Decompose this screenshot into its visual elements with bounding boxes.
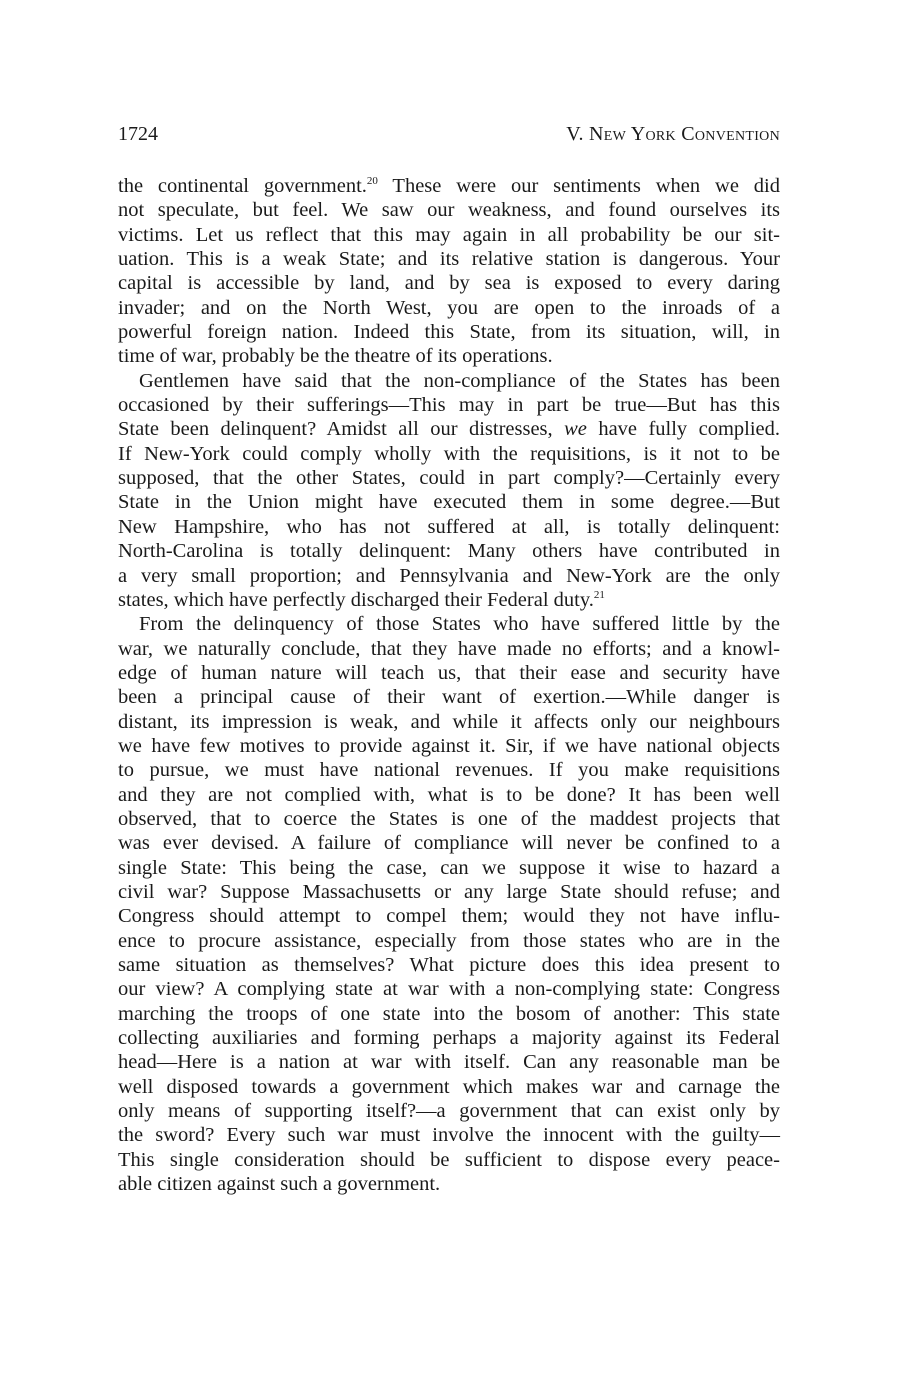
text-line: we have few motives to provide against it. Sir, if we have national objects (118, 734, 780, 757)
text-line: able citizen against such a government. (118, 1173, 441, 1196)
text-line: State been delinquent? Amidst all our distresses, we have fully complied. (118, 418, 781, 441)
text-line: the continental government.$^{20}$ These were our sentiments when we did (118, 175, 780, 197)
body-text (118, 174, 780, 1196)
text-line: From the delinquency of those States who have suffered little by the (139, 613, 780, 636)
page-number: 1724 (118, 123, 158, 145)
text-line: occasioned by their sufferings—This may in part be true—But has this (118, 394, 780, 417)
text-line: states, which have perfectly discharged their Federal duty.$^{21}$ (118, 588, 605, 611)
footnote-marker: 21 (593, 588, 605, 601)
text-line: to pursue, we must have national revenues. If you make requisitions (118, 759, 780, 782)
text-line: a very small proportion; and Pennsylvania and New-York are the only (118, 564, 780, 587)
text-line: North-Carolina is totally delinquent: Many others have contributed in (118, 540, 780, 563)
text-line: been a principal cause of their want of exertion.—While danger is (118, 686, 780, 709)
text-line: single State: This being the case, can we suppose it wise to hazard a (118, 856, 780, 879)
section-title: V. New York Convention (566, 123, 780, 145)
text-line: marching the troops of one state into the bosom of another: This state (118, 1002, 780, 1025)
text-line: invader; and on the North West, you are open to the inroads of a (118, 296, 780, 319)
text-line: supposed, that the other States, could in part comply?—Certainly every (118, 467, 780, 490)
text-line: ence to procure assistance, especially from those states who are in the (118, 929, 780, 952)
text-line: the sword? Every such war must involve the innocent with the guilty— (118, 1124, 780, 1147)
text-line: same situation as themselves? What picture does this idea present to (118, 954, 780, 976)
text-line: If New-York could comply wholly with the requisitions, is it not to be (118, 442, 780, 465)
text-line: New Hampshire, who has not suffered at all, is totally delinquent: (118, 515, 780, 538)
document-page (118, 120, 780, 1196)
footnote-marker: 20 (366, 175, 378, 187)
text-line: time of war, probably be the theatre of its operations. (118, 345, 553, 368)
text-line: distant, its impression is weak, and while it affects only our neighbours (118, 710, 780, 733)
text-line: uation. This is a weak State; and its relative station is dangerous. Your (118, 248, 780, 271)
text-line: victims. Let us reflect that this may again in all probability be our sit- (118, 223, 780, 246)
running-header (118, 120, 780, 148)
text-line: not speculate, but feel. We saw our weakness, and found ourselves its (118, 199, 780, 222)
text-line: State in the Union might have executed them in some degree.—But (118, 491, 780, 514)
text-line: powerful foreign nation. Indeed this State, from its situation, will, in (118, 321, 780, 344)
text-line: only means of supporting itself?—a government that can exist only by (118, 1100, 780, 1123)
text-line: our view? A complying state at war with a non-complying state: Congress (118, 978, 780, 1001)
text-line: civil war? Suppose Massachusetts or any large State should refuse; and (118, 880, 780, 903)
text-line: This single consideration should be sufficient to dispose every peace- (118, 1148, 780, 1171)
text-line: observed, that to coerce the States is one of the maddest projects that (118, 807, 780, 830)
text-line: head—Here is a nation at war with itself. Can any reasonable man be (118, 1051, 780, 1074)
text-line: was ever devised. A failure of compliance will never be confined to a (118, 832, 780, 855)
text-line: collecting auxiliaries and forming perhaps a majority against its Federal (118, 1027, 780, 1050)
paragraph (118, 174, 780, 369)
text-line: Congress should attempt to compel them; would they not have influ- (118, 905, 780, 928)
paragraph (118, 612, 780, 1196)
text-line: war, we naturally conclude, that they have made no efforts; and a knowl- (118, 637, 780, 660)
paragraph (118, 369, 780, 612)
text-line: edge of human nature will teach us, that their ease and security have (118, 661, 780, 684)
emphasis: we (564, 418, 587, 441)
text-line: Gentlemen have said that the non-compliance of the States has been (139, 369, 780, 392)
text-line: well disposed towards a government which makes war and carnage the (118, 1075, 780, 1098)
text-line: and they are not complied with, what is to be done? It has been well (118, 783, 780, 806)
text-line: capital is accessible by land, and by sea is exposed to every daring (118, 272, 780, 295)
